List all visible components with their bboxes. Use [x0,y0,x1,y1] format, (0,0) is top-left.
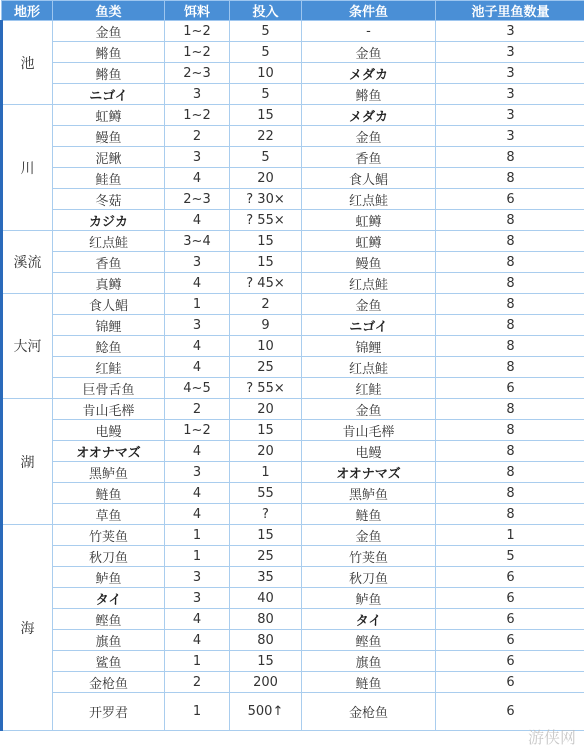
pond-count-cell: 8 [436,441,584,462]
bait-cell: 4 [165,273,230,294]
fish-cell: 鲣鱼 [53,609,165,630]
fish-cell: 秋刀鱼 [53,546,165,567]
pond-count-cell: 6 [436,630,584,651]
input-cell: 200 [230,672,302,693]
bait-cell: 1~2 [165,21,230,42]
pond-count-cell: 8 [436,273,584,294]
table-row [2,588,584,609]
pond-count-cell: 6 [436,609,584,630]
table-row [2,546,584,567]
table-row [2,231,584,252]
condition-fish-cell: 秋刀鱼 [302,567,436,588]
fish-cell: 巨骨舌鱼 [53,378,165,399]
bait-cell: 2 [165,399,230,420]
input-cell: ? 45× [230,273,302,294]
condition-fish-cell: 食人鲳 [302,168,436,189]
fish-cell: 金枪鱼 [53,672,165,693]
bait-cell: 1 [165,693,230,731]
fish-cell: 鳉鱼 [53,63,165,84]
table-row [2,315,584,336]
input-cell: 22 [230,126,302,147]
fish-cell: 鲨鱼 [53,651,165,672]
bait-cell: 1 [165,651,230,672]
condition-fish-cell: 鲢鱼 [302,672,436,693]
table-row [2,357,584,378]
fish-cell: ニゴイ [53,84,165,105]
pond-count-cell: 8 [436,210,584,231]
fish-cell: 鲢鱼 [53,483,165,504]
input-cell: ? 30× [230,189,302,210]
input-cell: 20 [230,168,302,189]
fish-cell: 草鱼 [53,504,165,525]
bait-cell: 4 [165,483,230,504]
table-row [2,84,584,105]
pond-count-cell: 6 [436,189,584,210]
fish-cell: 泥鳅 [53,147,165,168]
input-cell: ? 55× [230,378,302,399]
input-cell: 25 [230,546,302,567]
condition-fish-cell: 竹荚鱼 [302,546,436,567]
input-cell: 55 [230,483,302,504]
bait-cell: 3 [165,84,230,105]
fish-cell: 鲑鱼 [53,168,165,189]
fish-cell: オオナマズ [53,441,165,462]
condition-fish-cell: 红点鲑 [302,357,436,378]
bait-cell: 3 [165,315,230,336]
pond-count-cell: 8 [436,420,584,441]
input-cell: 15 [230,231,302,252]
bait-cell: 4 [165,168,230,189]
bait-cell: 1 [165,525,230,546]
bait-cell: 4 [165,609,230,630]
condition-fish-cell: 金枪鱼 [302,693,436,731]
input-cell: 10 [230,63,302,84]
pond-count-cell: 3 [436,84,584,105]
condition-fish-cell: 鳉鱼 [302,84,436,105]
condition-fish-cell: 旗鱼 [302,651,436,672]
bait-cell: 3 [165,588,230,609]
input-cell: 15 [230,252,302,273]
bait-cell: 1 [165,546,230,567]
pond-count-cell: 1 [436,525,584,546]
pond-count-cell: 6 [436,378,584,399]
condition-fish-cell: 金鱼 [302,294,436,315]
fish-cell: 锦鲤 [53,315,165,336]
table-row [2,21,584,42]
condition-fish-cell: 鲢鱼 [302,504,436,525]
bait-cell: 4 [165,441,230,462]
terrain-cell: 大河 [2,294,53,399]
fish-cell: 香鱼 [53,252,165,273]
table-row [2,42,584,63]
fish-cell: 鳗鱼 [53,126,165,147]
pond-count-cell: 3 [436,21,584,42]
fish-cell: 冬菇 [53,189,165,210]
fish-cell: 虹鳟 [53,105,165,126]
condition-fish-cell: 虹鳟 [302,210,436,231]
table-body [2,21,584,731]
input-cell: 15 [230,651,302,672]
input-cell: 80 [230,609,302,630]
table-row [2,399,584,420]
condition-fish-cell: 金鱼 [302,399,436,420]
table-row [2,504,584,525]
bait-cell: 1~2 [165,42,230,63]
bait-cell: 1~2 [165,105,230,126]
condition-fish-cell: 金鱼 [302,42,436,63]
pond-count-cell: 8 [436,168,584,189]
pond-count-cell: 8 [436,231,584,252]
condition-fish-cell: 鳗鱼 [302,252,436,273]
pond-count-cell: 8 [436,357,584,378]
fish-cell: 电鳗 [53,420,165,441]
condition-fish-cell: メダカ [302,105,436,126]
bait-cell: 3 [165,147,230,168]
input-cell: 10 [230,336,302,357]
terrain-cell: 湖 [2,399,53,525]
header-row [2,1,584,21]
input-cell: 35 [230,567,302,588]
table-row [2,168,584,189]
pond-count-cell: 6 [436,651,584,672]
table-row [2,672,584,693]
header-condition-fish: 条件鱼 [302,1,436,21]
input-cell: 20 [230,399,302,420]
fish-cell: カジカ [53,210,165,231]
condition-fish-cell: オオナマズ [302,462,436,483]
bait-cell: 1 [165,294,230,315]
pond-count-cell: 8 [436,252,584,273]
input-cell: 5 [230,21,302,42]
header-terrain: 地形 [2,1,53,21]
bait-cell: 3 [165,252,230,273]
input-cell: 15 [230,105,302,126]
pond-count-cell: 8 [436,462,584,483]
condition-fish-cell: タイ [302,609,436,630]
input-cell: 15 [230,420,302,441]
pond-count-cell: 6 [436,693,584,731]
pond-count-cell: 8 [436,294,584,315]
fish-cell: 红鲑 [53,357,165,378]
table-row [2,651,584,672]
fish-cell: 鲶鱼 [53,336,165,357]
condition-fish-cell: 红点鲑 [302,273,436,294]
condition-fish-cell: 虹鳟 [302,231,436,252]
fish-cell: 开罗君 [53,693,165,731]
fish-cell: 金鱼 [53,21,165,42]
bait-cell: 1~2 [165,420,230,441]
table-row [2,147,584,168]
input-cell: 5 [230,147,302,168]
table-row [2,441,584,462]
pond-count-cell: 3 [436,126,584,147]
table-row [2,420,584,441]
pond-count-cell: 8 [436,483,584,504]
fish-cell: 食人鲳 [53,294,165,315]
header-pond-count: 池子里鱼数量 [436,1,584,21]
condition-fish-cell: - [302,21,436,42]
table-row [2,483,584,504]
condition-fish-cell: 锦鲤 [302,336,436,357]
table-row [2,693,584,731]
table-row [2,63,584,84]
header-bait: 饵料 [165,1,230,21]
bait-cell: 4 [165,504,230,525]
table-row [2,378,584,399]
condition-fish-cell: 红点鲑 [302,189,436,210]
pond-count-cell: 8 [436,147,584,168]
fish-cell: 肯山毛榉 [53,399,165,420]
table-row [2,567,584,588]
table-row [2,462,584,483]
bait-cell: 4~5 [165,378,230,399]
table-row [2,609,584,630]
pond-count-cell: 8 [436,336,584,357]
pond-count-cell: 3 [436,105,584,126]
bait-cell: 4 [165,210,230,231]
pond-count-cell: 8 [436,315,584,336]
input-cell: 5 [230,84,302,105]
table-row [2,525,584,546]
condition-fish-cell: メダカ [302,63,436,84]
fish-cell: 旗鱼 [53,630,165,651]
bait-cell: 2~3 [165,63,230,84]
condition-fish-cell: ニゴイ [302,315,436,336]
bait-cell: 4 [165,336,230,357]
condition-fish-cell: 黑鲈鱼 [302,483,436,504]
input-cell: 40 [230,588,302,609]
pond-count-cell: 6 [436,588,584,609]
input-cell: 80 [230,630,302,651]
condition-fish-cell: 香鱼 [302,147,436,168]
fish-cell: 红点鲑 [53,231,165,252]
table-row [2,630,584,651]
condition-fish-cell: 鲈鱼 [302,588,436,609]
bait-cell: 4 [165,630,230,651]
terrain-cell: 溪流 [2,231,53,294]
table-row [2,189,584,210]
table-row [2,210,584,231]
fish-cell: 真鳟 [53,273,165,294]
condition-fish-cell: 金鱼 [302,126,436,147]
fish-cell: 黑鲈鱼 [53,462,165,483]
bait-cell: 2~3 [165,189,230,210]
input-cell: ? 55× [230,210,302,231]
input-cell: 500↑ [230,693,302,731]
table-row [2,105,584,126]
pond-count-cell: 8 [436,399,584,420]
terrain-cell: 海 [2,525,53,731]
table-row [2,252,584,273]
pond-count-cell: 3 [436,63,584,84]
pond-count-cell: 6 [436,567,584,588]
bait-cell: 3 [165,462,230,483]
bait-cell: 4 [165,357,230,378]
watermark-logo: 游侠网 [527,728,576,747]
input-cell: ? [230,504,302,525]
bait-cell: 3 [165,567,230,588]
pond-count-cell: 8 [436,504,584,525]
pond-count-cell: 3 [436,42,584,63]
pond-count-cell: 5 [436,546,584,567]
input-cell: 15 [230,525,302,546]
bait-cell: 2 [165,126,230,147]
terrain-cell: 川 [2,105,53,231]
input-cell: 20 [230,441,302,462]
pond-count-cell: 6 [436,672,584,693]
bait-cell: 2 [165,672,230,693]
header-fish: 鱼类 [53,1,165,21]
input-cell: 1 [230,462,302,483]
table-row [2,294,584,315]
bait-cell: 3~4 [165,231,230,252]
fish-cell: 鲈鱼 [53,567,165,588]
table-row [2,273,584,294]
table-row [2,336,584,357]
condition-fish-cell: 红鲑 [302,378,436,399]
condition-fish-cell: 鲣鱼 [302,630,436,651]
header-input: 投入 [230,1,302,21]
condition-fish-cell: 肯山毛榉 [302,420,436,441]
fish-cell: 鳉鱼 [53,42,165,63]
fish-cell: 竹荚鱼 [53,525,165,546]
table-row [2,126,584,147]
condition-fish-cell: 电鳗 [302,441,436,462]
input-cell: 25 [230,357,302,378]
input-cell: 5 [230,42,302,63]
terrain-cell: 池 [2,21,53,105]
input-cell: 9 [230,315,302,336]
input-cell: 2 [230,294,302,315]
condition-fish-cell: 金鱼 [302,525,436,546]
fish-cell: タイ [53,588,165,609]
